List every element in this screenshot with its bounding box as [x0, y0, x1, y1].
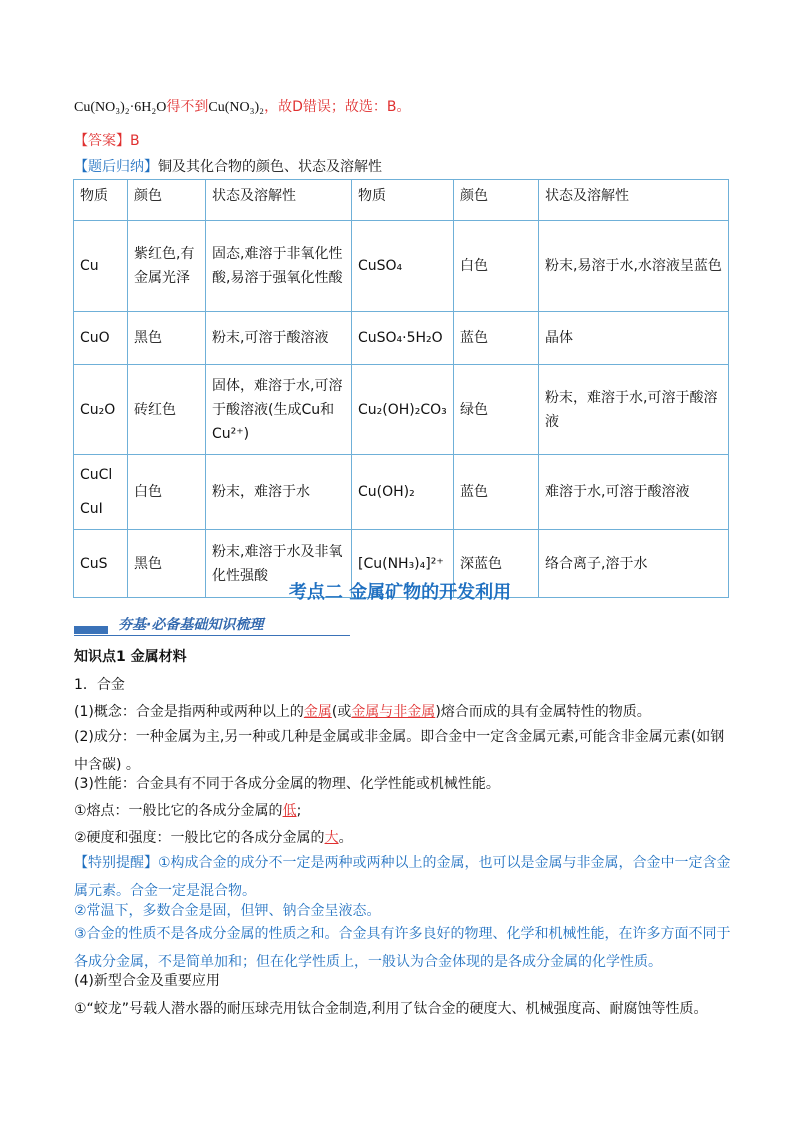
cell-substance: CuSO₄·5H₂O	[352, 312, 454, 365]
cell-state: 难溶于水,可溶于酸溶液	[539, 455, 729, 530]
text-conclusion: ，故D错误；故选：B。	[264, 99, 411, 115]
jiaolong-line: ①“蛟龙”号载人潜水器的耐压球壳用钛合金制造,利用了钛合金的硬度大、机械强度高、耐腐蚀等性质。	[74, 1001, 708, 1017]
hardness-post: 。	[338, 830, 353, 846]
melting-line	[74, 800, 301, 822]
cell-color: 蓝色	[454, 312, 539, 365]
text-cannot-obtain: 得不到	[166, 99, 209, 115]
new-alloy-heading: (4)新型合金及重要应用	[74, 973, 220, 989]
concept-red-metal-nonmetal: 金属与非金属	[351, 704, 436, 720]
special-reminder-1: 【特别提醒】①构成合金的成分不一定是两种或两种以上的金属，也可以是金属与非金属，合金中一定含金属元素。合金一定是混合物。	[74, 855, 731, 899]
composition-paragraph: (2)成分：一种金属为主,另一种或几种是金属或非金属。即合金中一定含金属元素,可能含非金属元素(如钢中含碳) 。	[74, 729, 725, 773]
cell-state: 粉末,易溶于水,水溶液呈蓝色	[539, 221, 729, 312]
cell-substance-cui: CuI	[80, 501, 103, 517]
cell-substance: CuSO₄	[352, 221, 454, 312]
melting-post: ;	[296, 803, 302, 819]
cell-color: 白色	[454, 221, 539, 312]
cell-color: 深蓝色	[454, 530, 539, 598]
summary-line	[74, 156, 382, 178]
top-line	[74, 96, 410, 119]
header-state: 状态及溶解性	[539, 180, 729, 221]
cell-color: 黑色	[128, 312, 206, 365]
cell-color: 黑色	[128, 530, 206, 598]
concept-pre: (1)概念：合金是指两种或两种以上的	[74, 704, 304, 720]
cell-state: 晶体	[539, 312, 729, 365]
hardness-pre: ②硬度和强度：一般比它的各成分金属的	[74, 830, 325, 846]
header-substance: 物质	[74, 180, 128, 221]
cell-substance: Cu	[74, 221, 128, 312]
concept-mid: (或	[331, 704, 352, 720]
cell-substance: Cu(OH)₂	[352, 455, 454, 530]
concept-line	[74, 701, 651, 723]
concept-post: )熔合而成的具有金属特性的物质。	[435, 704, 651, 720]
header-color: 颜色	[128, 180, 206, 221]
cell-state: 络合离子,溶于水	[539, 530, 729, 598]
item-alloy: 1．合金	[74, 677, 125, 693]
banner-bar	[74, 626, 108, 634]
property-line: (3)性能：合金具有不同于各成分金属的物理、化学性能或机械性能。	[74, 776, 500, 792]
table-row	[74, 312, 729, 365]
answer-line: 【答案】B	[74, 133, 140, 149]
cell-substance: Cu₂O	[74, 365, 128, 455]
knowledge-point-title: 知识点1 金属材料	[74, 649, 187, 665]
table-row	[74, 455, 729, 530]
table-header-row	[74, 180, 729, 221]
banner-text: 夯基·必备基础知识梳理	[118, 617, 264, 633]
cell-state: 固态,难溶于非氧化性酸,易溶于强氧化性酸	[206, 221, 352, 312]
table-row	[74, 221, 729, 312]
header-substance: 物质	[352, 180, 454, 221]
copper-compounds-table	[73, 179, 729, 598]
section-banner	[74, 612, 350, 636]
cell-substance: CuO	[74, 312, 128, 365]
cell-substance: [Cu(NH₃)₄]²⁺	[352, 530, 454, 598]
cell-color: 蓝色	[454, 455, 539, 530]
cell-state: 固体，难溶于水,可溶于酸溶液(生成Cu和Cu²⁺)	[206, 365, 352, 455]
cell-substance-cucl: CuCl	[80, 467, 113, 483]
table-row	[74, 365, 729, 455]
concept-red-metal: 金属	[303, 704, 332, 720]
cell-color: 绿色	[454, 365, 539, 455]
summary-title: 铜及其化合物的颜色、状态及溶解性	[158, 159, 382, 175]
cell-color: 紫红色,有金属光泽	[128, 221, 206, 312]
cell-state: 粉末，难溶于水	[206, 455, 352, 530]
summary-tag: 【题后归纳】	[74, 159, 158, 175]
melting-pre: ①熔点：一般比它的各成分金属的	[74, 803, 283, 819]
section-title: 考点二 金属矿物的开发利用	[288, 582, 512, 603]
melting-red: 低	[282, 803, 297, 819]
header-state: 状态及溶解性	[206, 180, 352, 221]
formula-copper-nitrate: Cu(NO₃)₂	[208, 100, 265, 115]
cell-state: 粉末,可溶于酸溶液	[206, 312, 352, 365]
hardness-line	[74, 827, 353, 849]
cell-substance: Cu₂(OH)₂CO₃	[352, 365, 454, 455]
cell-color: 白色	[128, 455, 206, 530]
special-reminder-3: ③合金的性质不是各成分金属的性质之和。合金具有许多良好的物理、化学和机械性能，在许多方面不同于各成分金属，不是简单加和；但在化学性质上，一般认为合金体现的是各成分金属的化学性质。	[74, 926, 731, 970]
special-reminder-2: ②常温下，多数合金是固，但钾、钠合金呈液态。	[74, 903, 381, 919]
cell-state: 粉末，难溶于水,可溶于酸溶液	[539, 365, 729, 455]
hardness-red: 大	[324, 830, 339, 846]
header-color: 颜色	[454, 180, 539, 221]
banner-rule	[74, 635, 350, 636]
cell-substance: CuS	[74, 530, 128, 598]
formula-copper-nitrate-hydrate: Cu(NO₃)₂·6H₂O	[74, 100, 167, 115]
cell-substance	[74, 455, 128, 530]
cell-color: 砖红色	[128, 365, 206, 455]
cell-state: 粉末,难溶于水及非氧化性强酸	[206, 530, 352, 598]
